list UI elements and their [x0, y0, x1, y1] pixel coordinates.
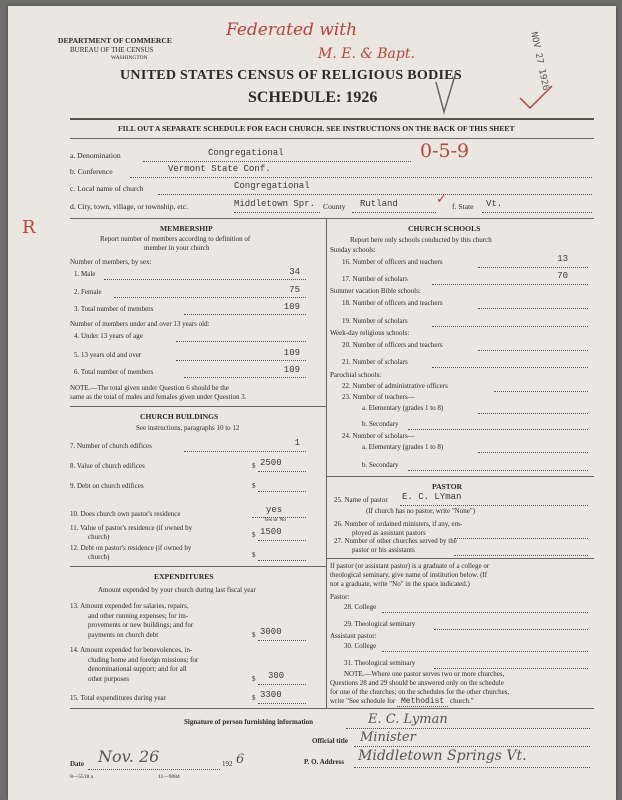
q14-dollar: $	[252, 675, 256, 683]
q24b-label: b. Secondary	[362, 461, 399, 469]
section-rule	[70, 218, 594, 219]
edifices-count-line	[184, 451, 306, 452]
residence-value-label-2: church)	[88, 533, 110, 541]
state-label: f. State	[452, 202, 474, 211]
residence-value-line	[258, 540, 306, 541]
local-name-value: Congregational	[234, 181, 310, 191]
q16-line	[478, 267, 588, 268]
q31-line	[434, 668, 588, 669]
q19-line	[432, 326, 588, 327]
q14-line	[258, 684, 306, 685]
q31-label: 31. Theological seminary	[344, 659, 416, 667]
q13-line-3: provements or new buildings; and for	[88, 621, 194, 629]
q27-label-1: 27. Number of other churches served by the	[334, 537, 457, 545]
pastor-note-1: NOTE.—Where one pastor serves two or more churches,	[344, 670, 505, 678]
edifices-count-label: 7. Number of church edifices	[70, 442, 152, 450]
male-value: 34	[289, 267, 300, 277]
total-members-2-line	[184, 377, 306, 378]
check-marks	[428, 68, 558, 118]
q15-dollar: $	[252, 694, 256, 702]
year-value: 6	[236, 752, 245, 767]
expenditures-rule	[70, 566, 326, 567]
q22-line	[494, 391, 588, 392]
residence-value-label: 11. Value of pastor's residence (if owned by	[70, 524, 193, 532]
date-line	[88, 769, 220, 770]
q15-line	[258, 703, 306, 704]
q18-label: 18. Number of officers and teachers	[342, 299, 443, 307]
q14-text	[70, 646, 198, 684]
residence-debt-label: 12. Debt on pastor's residence (if owned by	[70, 544, 192, 552]
pastor-note-3: for one of the churches; on the schedules for the other churches,	[330, 688, 510, 696]
signature-label: Signature of person furnishing information	[184, 718, 313, 726]
pastor-note-4-end: church."	[449, 697, 474, 705]
q20-line	[478, 350, 588, 351]
q30-line	[382, 651, 588, 652]
po-address-value: Middletown Springs Vt.	[358, 748, 527, 764]
q14-line-4: other purposes	[88, 674, 130, 683]
q18-line	[478, 308, 588, 309]
membership-note-1: NOTE.—The total given under Question 6 should be the	[70, 384, 229, 392]
q13-text	[70, 602, 193, 640]
local-name-label: c. Local name of church	[70, 184, 144, 193]
q23a-label: a. Elementary (grades 1 to 8)	[362, 404, 444, 412]
q13-line-4: payments on church debt	[88, 630, 159, 639]
residence-value-dollar: $	[252, 531, 256, 539]
census-schedule-page	[8, 6, 616, 800]
official-title-label: Official title	[312, 737, 348, 745]
red-note-line1: Federated with	[226, 20, 358, 40]
q24-label: 24. Number of scholars—	[342, 432, 415, 440]
under-13-line	[176, 341, 306, 342]
buildings-heading: CHURCH BUILDINGS	[140, 412, 219, 421]
red-code: 0-5-9	[420, 140, 470, 162]
q25-label: 25. Name of pastor	[334, 496, 388, 504]
male-label: 1. Male	[74, 270, 96, 278]
county-value: Rutland	[360, 199, 398, 209]
edifice-debt-line	[258, 491, 306, 492]
pastor-rule	[326, 476, 594, 477]
pastor-note-4-text: write "See schedule for	[330, 697, 396, 705]
female-value: 75	[289, 285, 300, 295]
q30-label: 30. College	[344, 642, 377, 650]
owns-residence-value: yes	[266, 505, 283, 515]
q21-label: 21. Number of scholars	[342, 358, 408, 366]
header-rule-bottom	[70, 138, 594, 139]
local-name-line	[158, 194, 592, 195]
po-address-label: P. O. Address	[304, 758, 345, 766]
edifice-value-dollar: $	[252, 462, 256, 470]
signature-value: E. C. Lyman	[368, 712, 448, 727]
schools-subhead: Report here only schools conducted by this church	[350, 236, 492, 244]
q27-label-2: pastor or his assistants	[352, 546, 415, 554]
graduate-text-2: theological seminary, give name of institution below. (If	[330, 571, 488, 579]
pastor-heading: PASTOR	[432, 482, 463, 491]
over-13-line	[176, 360, 306, 361]
q26-label-1: 26. Number of ordained ministers, if any, em-	[334, 520, 463, 528]
residence-debt-dollar: $	[252, 551, 256, 559]
state-value: Vt.	[486, 199, 503, 209]
graduate-text-1: If pastor (or assistant pastor) is a graduate of a college or	[330, 562, 490, 570]
q27-line	[454, 555, 588, 556]
membership-heading: MEMBERSHIP	[160, 224, 213, 233]
expenditures-subhead: Amount expended by your church during last fiscal year	[98, 586, 256, 594]
over-13-label: 5. 13 years old and over	[74, 351, 142, 359]
total-members-value: 109	[283, 302, 300, 312]
buildings-rule	[70, 406, 326, 407]
edifice-value-label: 8. Value of church edifices	[70, 462, 145, 470]
female-label: 2. Female	[74, 288, 102, 296]
q22-label: 22. Number of administrative officers	[342, 382, 448, 390]
q16-value: 13	[557, 254, 568, 264]
residence-value-value: 1500	[260, 527, 282, 537]
q14-line-3: denominational support; and for all	[88, 665, 187, 673]
members-by-age-label: Number of members under and over 13 years old:	[70, 320, 210, 328]
conference-line	[130, 177, 592, 178]
bureau-label: BUREAU OF THE CENSUS	[70, 46, 154, 54]
membership-subhead-1: Report number of members according to definition of	[100, 235, 251, 243]
q26-label-2: ployed as assistant pastors	[352, 529, 426, 537]
red-note-line2: M. E. & Bapt.	[318, 46, 415, 62]
q19-label: 19. Number of scholars	[342, 317, 408, 325]
conference-label: b. Conference	[70, 167, 113, 176]
q28-label: 28. College	[344, 603, 377, 611]
edifice-debt-dollar: $	[252, 482, 256, 490]
date-label: Date	[70, 760, 84, 768]
q28-line	[382, 612, 588, 613]
parochial-schools-label: Parochial schools:	[330, 371, 382, 379]
male-line	[104, 279, 306, 280]
q29-label: 29. Theological seminary	[344, 620, 416, 628]
q13-value: 3000	[260, 627, 282, 637]
q13-line-1: 13. Amount expended for salaries, repairs,	[70, 602, 189, 610]
denomination-value: Congregational	[208, 148, 284, 158]
yes-no-hint: Yes or No	[264, 517, 287, 523]
q29-line	[434, 629, 588, 630]
form-title: UNITED STATES CENSUS OF RELIGIOUS BODIES	[120, 68, 463, 83]
total-members-label: 3. Total number of members	[74, 305, 154, 313]
membership-note-2: same as the total of males and females given under Question 3.	[70, 393, 247, 401]
edifice-value-line	[258, 471, 306, 472]
q24a-label: a. Elementary (grades 1 to 8)	[362, 443, 444, 451]
q14-value: 300	[268, 671, 285, 681]
q17-line	[432, 284, 588, 285]
q13-line-2: and other running expenses; for im-	[88, 611, 189, 620]
q25-value: E. C. LYman	[402, 492, 462, 502]
q13-dollar: $	[252, 631, 256, 639]
city-value: Middletown Spr.	[234, 199, 316, 209]
edifices-count-value: 1	[294, 438, 300, 448]
q15-value: 3300	[260, 690, 282, 700]
q23-label: 23. Number of teachers—	[342, 393, 415, 401]
county-line	[352, 212, 436, 213]
weekday-schools-label: Week-day religious schools:	[330, 329, 410, 337]
q24a-line	[478, 452, 588, 453]
assistant-pastor-subhead: Assistant pastor:	[330, 632, 377, 640]
membership-subhead-2: member in your church	[144, 244, 210, 252]
signature-line	[346, 728, 590, 729]
q17-label: 17. Number of scholars	[342, 275, 408, 283]
form-number-2: 11—9084	[158, 774, 180, 780]
official-title-line	[354, 746, 590, 747]
pastor-subhead: Pastor:	[330, 593, 350, 601]
instruction-banner: FILL OUT A SEPARATE SCHEDULE FOR EACH CHURCH. SEE INSTRUCTIONS ON THE BACK OF THIS SHEET	[118, 124, 515, 133]
county-check: ✓	[436, 192, 447, 207]
edifice-value-value: 2500	[260, 458, 282, 468]
expenditures-heading: EXPENDITURES	[154, 572, 214, 581]
under-13-label: 4. Under 13 years of age	[74, 332, 143, 340]
residence-debt-label-2: church)	[88, 553, 110, 561]
members-by-sex-label: Number of members, by sex:	[70, 258, 152, 266]
footer-rule	[70, 708, 594, 709]
city-field-label: d. City, town, village, or township, etc.	[70, 202, 189, 211]
q21-line	[432, 367, 588, 368]
edifice-debt-label: 9. Debt on church edifices	[70, 482, 144, 490]
state-line	[482, 212, 592, 213]
q14-line-2: cluding home and foreign missions; for	[88, 655, 199, 664]
q13-line	[258, 640, 306, 641]
graduate-text-3: not a graduate, write "No" in the space indicated.)	[330, 580, 470, 588]
schedule-title: SCHEDULE: 1926	[248, 89, 378, 106]
denomination-line	[143, 161, 411, 162]
q25-note: (If church has no pastor, write "None")	[366, 507, 476, 515]
received-stamp: NOV 27 1926	[528, 31, 551, 92]
graduate-rule	[326, 558, 594, 559]
female-line	[114, 297, 306, 298]
total-members-2-value: 109	[283, 365, 300, 375]
q17-value: 70	[557, 271, 568, 281]
over-13-value: 109	[283, 348, 300, 358]
q23b-label: b. Secondary	[362, 420, 399, 428]
pastor-note-2: Questions 28 and 29 should be answered only on the schedule	[330, 679, 504, 687]
form-number: 8—5518 a	[70, 774, 94, 780]
q15-label: 15. Total expenditures during year	[70, 694, 166, 702]
schools-heading: CHURCH SCHOOLS	[408, 224, 481, 233]
red-side-mark: R	[22, 217, 36, 238]
denomination-label: a. Denomination	[70, 151, 121, 160]
sunday-schools-label: Sunday schools:	[330, 246, 376, 254]
county-label: County	[323, 202, 346, 211]
total-members-line	[184, 314, 306, 315]
owns-residence-label: 10. Does church own pastor's residence	[70, 510, 181, 518]
q20-label: 20. Number of officers and teachers	[342, 341, 443, 349]
po-address-line	[354, 767, 590, 768]
q23a-line	[478, 413, 588, 414]
see-schedule-value: Methodist	[397, 697, 448, 707]
official-title-value: Minister	[360, 730, 416, 745]
date-value: Nov. 26	[98, 747, 160, 766]
column-divider	[326, 218, 327, 708]
conference-value: Vermont State Conf.	[168, 164, 271, 174]
city-line	[234, 212, 320, 213]
total-members-2-label: 6. Total number of members	[74, 368, 154, 376]
city-label: WASHINGTON	[111, 55, 148, 61]
q16-label: 16. Number of officers and teachers	[342, 258, 443, 266]
q24b-line	[408, 470, 588, 471]
buildings-subhead: See instructions, paragraphs 10 to 12	[136, 424, 240, 432]
summer-schools-label: Summer vacation Bible schools:	[330, 287, 421, 295]
residence-debt-line	[258, 560, 306, 561]
q14-line-1: 14. Amount expended for benevolences, in-	[70, 646, 193, 654]
q23b-line	[408, 429, 588, 430]
header-rule-top	[70, 118, 594, 120]
pastor-note-4	[330, 697, 474, 706]
year-prefix: 192	[222, 760, 233, 768]
q26-line	[454, 538, 588, 539]
q25-line	[400, 505, 588, 506]
department-label: DEPARTMENT OF COMMERCE	[58, 36, 172, 45]
